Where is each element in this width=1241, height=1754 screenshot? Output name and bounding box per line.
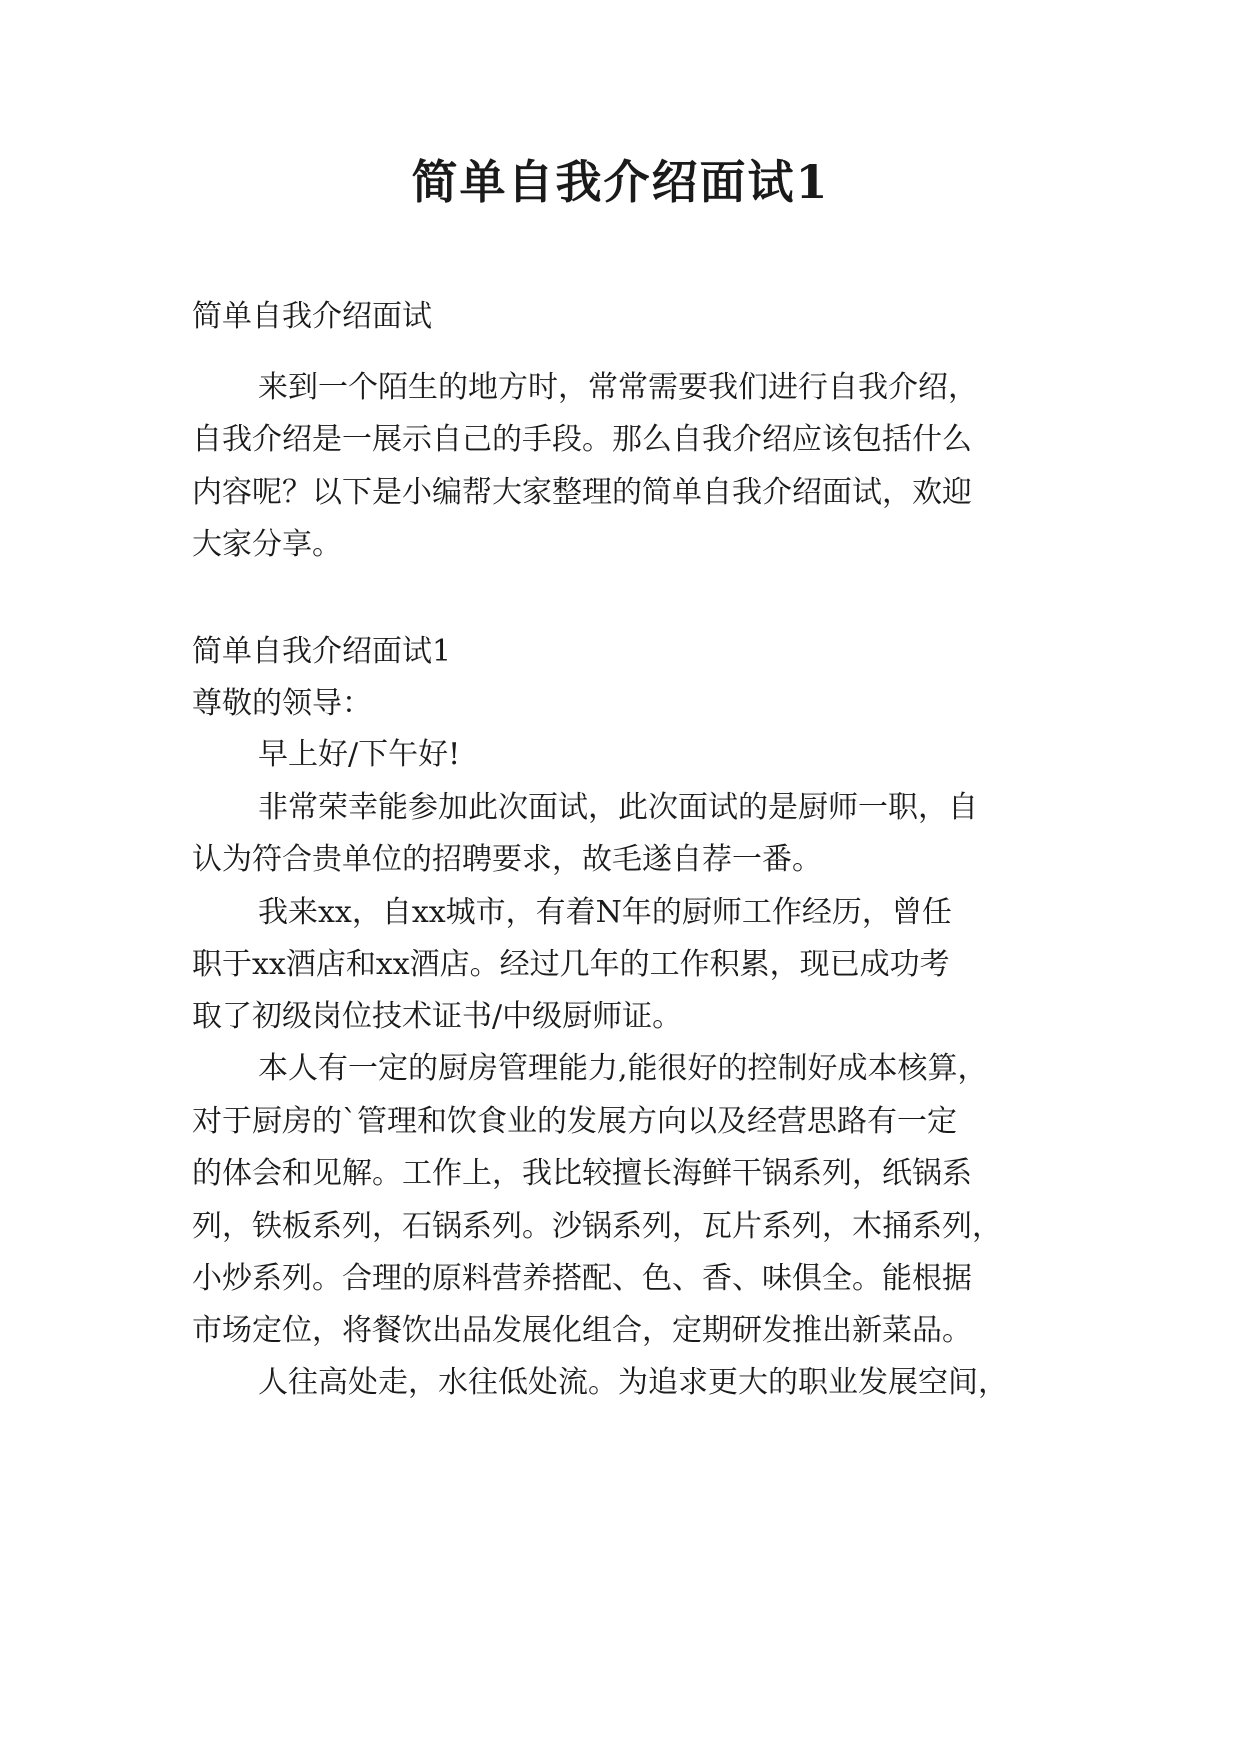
text-line: 职于xx酒店和xx酒店。经过几年的工作积累，现已成功考: [192, 947, 950, 982]
section-heading: 简单自我介绍面试1: [192, 634, 452, 669]
greeting-line: 早上好/下午好!: [258, 737, 461, 772]
text-line: 内容呢？以下是小编帮大家整理的简单自我介绍面试，欢迎: [192, 475, 972, 510]
text-line: 取了初级岗位技术证书/中级厨师证。: [192, 999, 683, 1034]
text-line: 来到一个陌生的地方时，常常需要我们进行自我介绍，: [258, 370, 978, 405]
text-line: 我来xx，自xx城市，有着N年的厨师工作经历，曾任: [258, 895, 952, 930]
salutation-line: 尊敬的领导：: [192, 686, 372, 721]
text-line: 列，铁板系列，石锅系列。沙锅系列，瓦片系列，木捅系列，: [192, 1209, 1002, 1244]
text-line: 的体会和见解。工作上，我比较擅长海鲜干锅系列，纸锅系: [192, 1156, 972, 1191]
subtitle-line: 简单自我介绍面试: [192, 299, 432, 334]
document-title: 简单自我介绍面试1: [411, 155, 830, 209]
text-line: 市场定位，将餐饮出品发展化组合，定期研发推出新菜品。: [192, 1313, 972, 1348]
text-line: 本人有一定的厨房管理能力,能很好的控制好成本核算，: [258, 1051, 988, 1086]
text-line: 自我介绍是一展示自己的手段。那么自我介绍应该包括什么: [192, 422, 972, 457]
text-line: 小炒系列。合理的原料营养搭配、色、香、味俱全。能根据: [192, 1261, 972, 1296]
text-line: 对于厨房的`管理和饮食业的发展方向以及经营思路有一定: [192, 1104, 957, 1139]
text-line: 人往高处走，水往低处流。为追求更大的职业发展空间，: [258, 1365, 1008, 1400]
text-line: 非常荣幸能参加此次面试，此次面试的是厨师一职，自: [258, 790, 978, 825]
text-line: 大家分享。: [192, 527, 342, 562]
text-line: 认为符合贵单位的招聘要求，故毛遂自荐一番。: [192, 842, 822, 877]
